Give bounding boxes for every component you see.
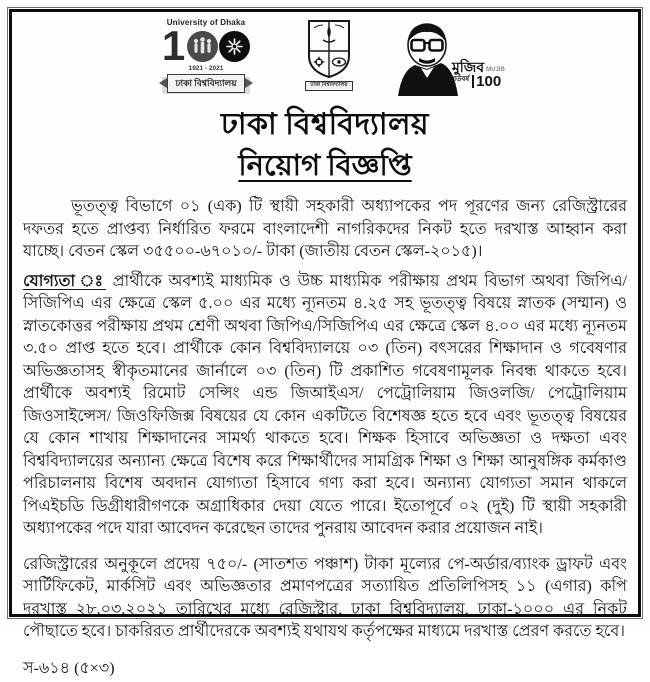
paragraph-qualification [23, 271, 627, 541]
mujib-bn-sub: শতবর্ষ [452, 76, 470, 83]
paragraph-application: রেজিস্ট্রারের অনুকূলে প্রদেয় ৭৫০/- (সাতশত পঞ্চাশ) টাকা মূল্যের পে-অর্ডার/ব্যাংক ড্রাফট এবং সার্টিফিকেট, মার্কসিট এবং অভিজ্ঞতার প্রমাণপত্রের সত্যায়িত প্রতিলিপিসহ ১১ (এগার) কপি দরখাস্ত ২৮.০৩.২০২১ তারিখের মধ্যে রেজিস্ট্রার, ঢাকা বিশ্ববিদ্যালয়, ঢাকা-১০০০ এর নিকট পৌছাতে হবে। চাকরিরত প্রার্থীদেরকে অবশ্যই যথাযথ কর্তৃপক্ষের মাধ্যমে দরখাস্ত প্রেরণ করতে হবে। [23, 555, 627, 640]
centennial-years: 1921 - 2021 [188, 65, 224, 72]
header-logos [23, 18, 627, 98]
reference-code: স-৬১৪ (৫×৩) [23, 659, 115, 677]
du-centennial-logo-icon [142, 18, 270, 93]
du-crest-logo-icon [296, 18, 362, 91]
centennial-digit-one: 1 [161, 22, 186, 69]
crest-shield-icon [300, 18, 358, 80]
qualification-body: প্রার্থীকে অবশ্যই মাধ্যমিক ও উচ্চ মাধ্যমিক পরীক্ষায় প্রথম বিভাগ অথবা জিপিএ/সিজিপিএ এর ক্ষেত্রে স্কেল ৫.০০ এর মধ্যে ন্যূনতম ৪.২৫ সহ ভূতত্ত্ব বিষয়ে স্নাতক (সম্মান) ও স্নাতকোত্তর পরীক্ষায় প্রথম শ্রেণী অথবা জিপিএ/সিজিপিএ এর ক্ষেত্রে স্কেল ৪.০০ এর মধ্যে ন্যূনতম ৩.৫০ প্রাপ্ত হতে হবে। প্রার্থীকে কোন বিশ্ববিদ্যালয়ে ০৩ (তিন) বৎসরের শিক্ষাদান ও গবেষণার অভিজ্ঞতাসহ স্বীকৃতমানের জার্নালে ০৩ (তিন) টি প্রকাশিত গবেষণামূলক নিবন্ধ থাকতে হবে। প্রার্থীকে অবশ্যই রিমোট সেন্সিং এন্ড জিআইএস/ পেট্রোলিয়াম জিওলজি/ পেট্রোলিয়াম জিওসাইন্সেস/ জিওফিজিক্স বিষয়ের যে কোন একটিতে বিশেষজ্ঞ হতে হবে এবং ভূতত্ত্ব বিষয়ের যে কোন শাখায় শিক্ষাদানের সামর্থ্য থাকতে হবে। শিক্ষক হিসাবে অভিজ্ঞতা ও দক্ষতা এবং বিশ্ববিদ্যালয়ের অন্যান্য ক্ষেত্রে বিশেষ করে শিক্ষার্থীদের সামগ্রিক শিক্ষা ও শিক্ষা আনুষঙ্গিক কর্মকাণ্ড পরিচালনায় বিশেষ অবদান যোগ্যতা হিসাবে গণ্য করা হবে। অন্যান্য যোগ্যতা সমান থাকলে পিএইচডি ডিগ্রীধারীগণকে অগ্রাধিকার দেয়া যেতে পারে। ইতোপূর্বে ০২ (দুই) টি স্থায়ী সহকারী অধ্যাপকের পদে যারা আবেদন করেছেন তাদের পুনরায় আবেদন করার প্রয়োজন নাই। [23, 272, 627, 537]
notice-subtitle-text: নিয়োগ বিজ্ঞপ্তি [238, 150, 412, 182]
qualification-label: যোগ্যতা ঃ [23, 272, 106, 290]
crest-banner: ঢাকা বিশ্ববিদ্যালয় [305, 81, 352, 91]
mujib-number: 100 [472, 75, 501, 88]
mujib-100-logo-icon [388, 18, 508, 96]
statue-figures-icon [187, 31, 218, 62]
inner-rule-border [9, 9, 641, 677]
page-title: ঢাকা বিশ্ববিদ্যালয় [220, 108, 430, 141]
centennial-top-text: University of Dhaka [166, 18, 246, 27]
paragraph-intro: ভূতত্ত্ব বিভাগে ০১ (এক) টি স্থায়ী সহকারী অধ্যাপকের পদ পূরণের জন্য রেজিস্ট্রারের দফতর হতে প্রাপ্তব্য নির্ধারিত ফরমে বাংলাদেশী নাগরিকদের নিকট হতে দরখাস্ত আহ্বান করা যাচ্ছে। বেতন স্কেল ৩৫৫০০-৬৭০১০/- টাকা (জাতীয় বেতন স্কেল-২০১৫)। [23, 198, 627, 260]
mujib-logo-text [452, 60, 508, 88]
notice-subtitle [23, 147, 627, 185]
outer-rule-border [7, 7, 643, 677]
starburst-icon [219, 31, 250, 62]
centennial-ribbon: ঢাকা বিশ্ববিদ্যালয় [167, 74, 244, 93]
mujib-bn-name: মুজিব [452, 59, 485, 75]
mujib-en-name: MUJIB [486, 67, 505, 73]
